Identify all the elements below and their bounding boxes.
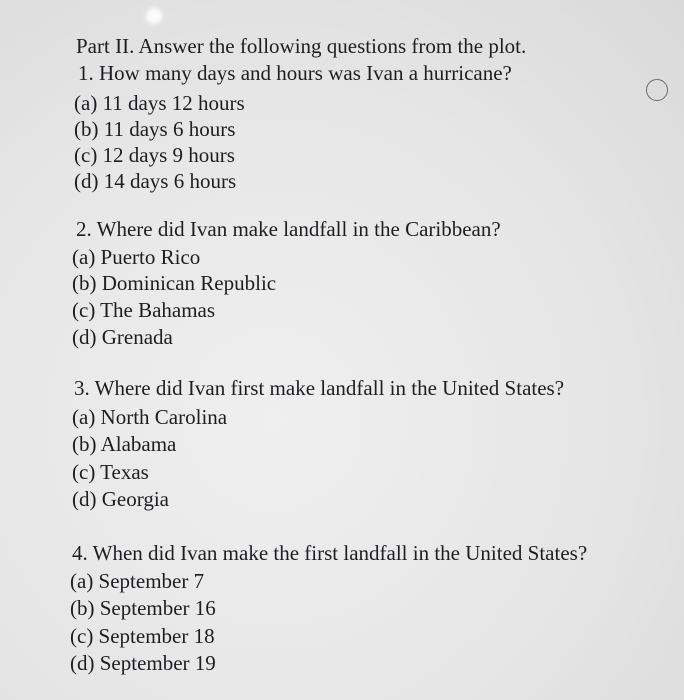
answer-radio-circle[interactable] xyxy=(646,79,668,101)
question-3-option-a[interactable]: (a) North Carolina xyxy=(72,405,228,429)
question-3-option-b[interactable]: (b) Alabama xyxy=(72,432,177,456)
question-3-text: 3. Where did Ivan first make landfall in the United States? xyxy=(74,376,565,400)
question-1-option-a[interactable]: (a) 11 days 12 hours xyxy=(74,91,245,115)
question-2-option-d[interactable]: (d) Grenada xyxy=(72,325,173,349)
question-4-text: 4. When did Ivan make the first landfall in the United States? xyxy=(72,541,588,565)
question-2-text: 2. Where did Ivan make landfall in the Caribbean? xyxy=(76,217,501,241)
light-glare xyxy=(146,8,162,24)
question-1-option-b[interactable]: (b) 11 days 6 hours xyxy=(74,117,236,141)
question-1-text: 1. How many days and hours was Ivan a hurricane? xyxy=(78,61,512,85)
question-4-option-b[interactable]: (b) September 16 xyxy=(70,596,216,620)
question-4-option-a[interactable]: (a) September 7 xyxy=(70,569,205,593)
question-2-option-c[interactable]: (c) The Bahamas xyxy=(72,298,216,322)
question-3-option-c[interactable]: (c) Texas xyxy=(72,460,149,484)
question-2-option-b[interactable]: (b) Dominican Republic xyxy=(72,271,277,295)
question-4-option-c[interactable]: (c) September 18 xyxy=(70,624,215,648)
question-3-option-d[interactable]: (d) Georgia xyxy=(72,487,169,511)
question-1-option-c[interactable]: (c) 12 days 9 hours xyxy=(74,143,235,167)
question-4-option-d[interactable]: (d) September 19 xyxy=(70,651,216,675)
question-2-option-a[interactable]: (a) Puerto Rico xyxy=(72,245,201,269)
question-1-option-d[interactable]: (d) 14 days 6 hours xyxy=(74,169,237,193)
section-heading: Part II. Answer the following questions from the plot. xyxy=(76,34,527,58)
